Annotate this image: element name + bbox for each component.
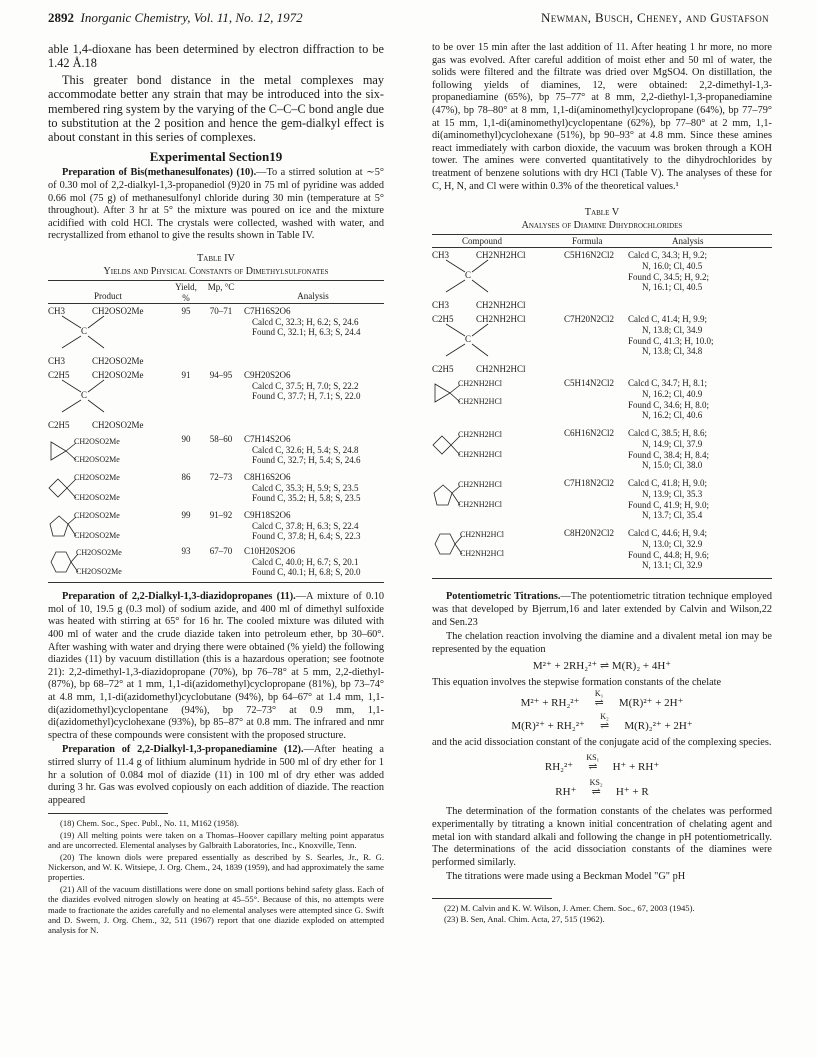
- table-row-continuation: [432, 300, 772, 312]
- formula-value: C5H14N2Cl2: [564, 378, 615, 389]
- found: Found C, 40.1; H, 6.8; S, 20.0: [252, 567, 361, 578]
- eq-lhs: M²⁺ + RH₂²⁺: [520, 697, 580, 710]
- yield-value: 99: [181, 510, 191, 521]
- analysis-cell: [628, 428, 768, 470]
- col-analysis: Analysis: [297, 291, 329, 302]
- run-in-heading: Preparation of Bis(methanesulfonates) (10).: [62, 167, 257, 179]
- struct-label: CH2NH2HCl: [458, 379, 503, 389]
- run-in-heading: Preparation of 2,2-Dialkyl-1,3-diazidopropanes (11).: [62, 591, 296, 603]
- table-rule: [48, 582, 384, 583]
- calcd: Calcd C, 37.8; H, 6.3; S, 22.4: [252, 520, 359, 531]
- acid-dissociation-paragraph: and the acid dissociation constant of the conjugate acid of the complexing species.: [432, 736, 772, 748]
- found-cont: N, 16.1; Cl, 40.5: [642, 282, 703, 293]
- eq-rhs: H⁺ + RH⁺: [612, 761, 660, 774]
- table-4-label: Table IV: [196, 253, 235, 264]
- analysis-cell: [244, 370, 374, 402]
- page-number: 2892: [48, 10, 74, 25]
- table-header-row: [432, 235, 772, 247]
- struct-label: C: [81, 326, 88, 337]
- running-authors: Newman, Busch, Cheney, and Gustafson: [540, 10, 769, 25]
- intro-paragraph-1: able 1,4-dioxane has been determined by electron diffraction to be 1.42 Å.18: [48, 42, 384, 71]
- calcd-cont: N, 13.0; Cl, 32.9: [642, 538, 703, 549]
- mp-value: 91–92: [209, 510, 233, 521]
- yield-value: 93: [181, 546, 191, 557]
- calcd-cont: N, 16.2; Cl, 40.9: [642, 388, 703, 399]
- col-formula: Formula: [572, 236, 603, 247]
- table-5-caption: Analyses of Diamine Dihydrochlorides: [521, 219, 683, 231]
- eq-constant: K₂: [600, 712, 609, 722]
- table-row: [48, 470, 384, 508]
- struct-label: CH2OSO2Me: [92, 356, 144, 367]
- struct-label: CH2NH2HCl: [458, 480, 503, 490]
- found: Found C, 37.8; H, 6.4; S, 22.3: [252, 531, 361, 542]
- yield-value: 91: [181, 370, 191, 381]
- table-5-label: Table V: [584, 207, 620, 219]
- footnote-18: (18) Chem. Soc., Spec. Publ., No. 11, M162 (1958).: [60, 818, 239, 829]
- formula: C8H16S2O6: [244, 472, 291, 483]
- calcd: Calcd C, 41.4; H, 9.9;: [628, 314, 707, 325]
- calcd: Calcd C, 35.3; H, 5.9; S, 23.5: [252, 482, 359, 493]
- table-row-continuation: [48, 356, 384, 368]
- formula: C7H14S2O6: [244, 434, 291, 445]
- paragraph-body: —After heating a stirred slurry of 11.4 g of lithium aluminum hydride in 500 ml of dry ether for 1 hr a solution of 0.084 mol of diazide (11) in 100 ml of dry ether was added during 3 hr. Gas was evolved copiously on each addition of diazide. The reaction appeared: [48, 744, 384, 806]
- prep-diazidopropanes: [48, 591, 384, 742]
- mp-value: 58–60: [209, 434, 233, 445]
- calcd: Calcd C, 34.3; H, 9.2;: [628, 250, 707, 261]
- struct-label: CH2NH2HCl: [476, 364, 526, 375]
- col-compound: Compound: [462, 236, 503, 247]
- struct-label: CH2OSO2Me: [74, 531, 120, 541]
- equilibrium-arrow: K₁ ⇌: [582, 697, 616, 710]
- struct-label: CH3: [48, 356, 66, 367]
- table-header-row: [48, 281, 384, 303]
- struct-label: CH2OSO2Me: [76, 567, 122, 577]
- table-row: [48, 434, 384, 470]
- equilibrium-arrow: KS₁ ⇌: [576, 761, 610, 774]
- struct-label: CH2NH2HCl: [458, 500, 503, 510]
- yield-value: 95: [181, 306, 191, 317]
- calcd: Calcd C, 37.5; H, 7.0; S, 22.2: [252, 380, 359, 391]
- struct-label: CH3: [48, 306, 66, 317]
- footnote-23: (23) B. Sen, Anal. Chim. Acta, 27, 515 (1962).: [444, 914, 605, 925]
- equation-1: M²⁺ + 2RH₂²⁺ ⇌ M(R)₂ + 4H⁺: [532, 660, 672, 673]
- calcd: Calcd C, 34.7; H, 8.1;: [628, 378, 707, 389]
- prep-propanediamine: [48, 744, 384, 807]
- struct-label: CH3: [432, 250, 450, 261]
- bond-lines: [48, 304, 173, 356]
- equilibrium-arrow: KS₂ ⇌: [579, 786, 613, 799]
- calcd-cont: N, 13.9; Cl, 35.3: [642, 488, 703, 499]
- analysis-cell: [628, 528, 768, 570]
- table-row-continuation: [432, 364, 772, 378]
- found: Found C, 34.6; H, 8.0;: [628, 399, 710, 410]
- struct-label: CH2NH2HCl: [476, 300, 526, 311]
- table-row: [432, 312, 772, 364]
- table-rule: [432, 578, 772, 579]
- run-in-heading: Potentiometric Titrations.: [446, 591, 561, 603]
- yield-value: 86: [181, 472, 191, 483]
- eq-rhs: M(R)²⁺ + 2H⁺: [618, 697, 684, 710]
- formula-value: C8H20N2Cl2: [564, 528, 615, 539]
- analysis-cell: [244, 546, 374, 578]
- table-4: [48, 280, 384, 583]
- footnote-19: (19) All melting points were taken on a Thomas–Hoover capillary melting point apparatus and are uncorrected. Elemental analyses by Galbraith Laboratories, Inc., Knoxville, Tenn.: [48, 829, 384, 851]
- bond-lines: [48, 368, 173, 420]
- found: Found C, 41.3; H, 10.0;: [628, 335, 714, 346]
- analysis-cell: [628, 478, 768, 520]
- journal-name: Inorganic Chemistry, Vol. 11, No. 12, 1972: [80, 10, 303, 25]
- struct-label: C2H5: [432, 364, 454, 375]
- stepwise-paragraph: This equation involves the stepwise formation constants of the chelate: [432, 676, 722, 688]
- struct-label: CH2OSO2Me: [74, 437, 120, 447]
- calcd: Calcd C, 41.8; H, 9.0;: [628, 478, 707, 489]
- found-cont: N, 13.1; Cl, 32.9: [642, 560, 703, 571]
- struct-label: CH2OSO2Me: [74, 511, 120, 521]
- found: Found C, 38.4; H, 8.4;: [628, 449, 710, 460]
- mp-value: 72–73: [209, 472, 233, 483]
- paragraph-body: —The potentiometric titration technique employed was that developed by Bjerrum,16 and later extended by Calvin and Wilson,22 and Sen.23: [432, 591, 772, 628]
- eq-lhs: RH₂²⁺: [544, 761, 574, 774]
- struct-label: CH2NH2HCl: [476, 314, 526, 325]
- struct-label: CH2OSO2Me: [74, 455, 120, 465]
- determination-paragraph: The determination of the formation constants of the chelates was performed experimentally by titrating a known initial concentration of chelating agent and metal ion with standard alkali and following the change in pH potentiometrically. The determinations of the acid dissociation constants of the diamines were performed similarly.: [432, 806, 772, 868]
- eq-lhs: RH⁺: [555, 785, 577, 798]
- table-row: [48, 508, 384, 546]
- table-row: [48, 304, 384, 356]
- found: Found C, 41.9; H, 9.0;: [628, 499, 710, 510]
- struct-label: C: [465, 334, 472, 345]
- formula: C7H16S2O6: [244, 306, 291, 317]
- right-column: [432, 42, 772, 926]
- analysis-cell: [628, 250, 768, 292]
- analysis-cell: [244, 472, 374, 504]
- struct-label: CH2OSO2Me: [74, 473, 120, 483]
- eq-constant: K₁: [594, 689, 604, 699]
- found: Found C, 34.5; H, 9.2;: [628, 271, 710, 282]
- formula: C10H20S2O6: [244, 546, 296, 557]
- prep-bismethanesulfonates: [48, 167, 384, 243]
- found: Found C, 37.7; H, 7.1; S, 22.0: [252, 391, 361, 402]
- calcd: Calcd C, 44.6; H, 9.4;: [628, 528, 707, 539]
- eq-lhs: M(R)²⁺ + RH₂²⁺: [511, 720, 585, 733]
- formula: C9H20S2O6: [244, 370, 291, 381]
- equation-4: [432, 753, 772, 774]
- paragraph-diamine-yields: to be over 15 min after the last addition of 11. After heating 1 hr more, no more gas was evolved. After careful addition of moist ether and 50 ml of water, the solids were filtered and the filtrate was dried over MgSO4. On distillation, the following yields of diamines, 12, were obtained: 2,2-dimethyl-1,3-propanediamine (65%), bp 75–77° at 8 mm, 2,2-diethyl-1,3-propanediamine (47%), bp 78–80° at 8 mm, 1,1-di(aminomethyl)cyclopropane (64%), bp 77–79° at 15 mm, 1,1-di(aminomethyl)cyclopentane (62%), bp 77–80° at 2 mm, 1,1-di(aminomethyl)cyclohexane (51%), bp 90–93° at 4.8 mm. Since these amines react immediately with carbon dioxide, the vacuum was broken through a KOH tower. The amines were converted quantitatively to the dihydrochlorides by treatment of benzene solutions with dry HCl (Table V). The analyses of these for C, H, N, and Cl were within 0.3% of the theoretical values.¹: [432, 42, 772, 192]
- col-analysis: Analysis: [672, 236, 704, 247]
- table-row: [432, 478, 772, 528]
- table-row: [432, 528, 772, 578]
- table-5: [432, 234, 772, 579]
- footnote-20: (20) The known diols were prepared essentially as described by S. Searles, Jr., R. G. Nickerson, and W. K. Witsiepe, J. Org. Chem., 24, 1839 (1959), and had approximately the same properties.: [48, 851, 384, 883]
- equation-2: [432, 689, 772, 710]
- mp-value: 67–70: [209, 546, 233, 557]
- table-row: [432, 248, 772, 300]
- mp-value: 70–71: [209, 306, 233, 317]
- struct-label: CH2OSO2Me: [74, 493, 120, 503]
- analysis-cell: [244, 306, 374, 338]
- formula: C9H18S2O6: [244, 510, 291, 521]
- struct-label: CH2OSO2Me: [76, 548, 122, 558]
- struct-label: C: [465, 270, 472, 281]
- struct-label: C2H5: [48, 370, 70, 381]
- struct-label: C2H5: [432, 314, 454, 325]
- page-header: [48, 10, 769, 30]
- struct-label: CH2OSO2Me: [92, 306, 144, 317]
- found: Found C, 44.8; H, 9.6;: [628, 549, 710, 560]
- calcd: Calcd C, 32.6; H, 5.4; S, 24.8: [252, 444, 359, 455]
- struct-label: CH2NH2HCl: [458, 450, 503, 460]
- found: Found C, 32.7; H, 5.4; S, 24.6: [252, 455, 361, 466]
- equation-5: [432, 777, 772, 799]
- footnote-22: (22) M. Calvin and K. W. Wilson, J. Amer. Chem. Soc., 67, 2003 (1945).: [444, 903, 695, 913]
- eq-constant: KS₁: [586, 753, 600, 763]
- col-yield: Yield, %: [175, 282, 197, 303]
- table-row: [48, 368, 384, 420]
- intro-paragraph-2: This greater bond distance in the metal complexes may accommodate better any strain that may be introduced into the six-membered ring system by the varying of the C–C–C bond angle due to substitution at the 2 position and hence the gem-dialkyl effect is about constant in this series of complexes.: [48, 72, 384, 145]
- section-title: Experimental Section19: [149, 148, 283, 164]
- table-row: [432, 428, 772, 478]
- struct-label: CH2NH2HCl: [476, 250, 526, 261]
- calcd-cont: N, 16.0; Cl, 40.5: [642, 260, 703, 271]
- found: Found C, 35.2; H, 5.8; S, 23.5: [252, 493, 361, 504]
- equilibrium-arrow: K₂ ⇌: [588, 720, 622, 733]
- col-product: Product: [94, 291, 122, 302]
- calcd-cont: N, 13.8; Cl, 34.9: [642, 324, 703, 335]
- yield-value: 90: [181, 434, 191, 445]
- found: Found C, 32.1; H, 6.3; S, 24.4: [252, 327, 361, 338]
- col-mp: Mp, °C: [207, 282, 235, 293]
- found-cont: N, 16.2; Cl, 40.6: [642, 410, 703, 421]
- table-row: [48, 546, 384, 582]
- eq-rhs: H⁺ + R: [615, 785, 649, 798]
- struct-label: C2H5: [48, 420, 70, 431]
- paragraph-body: —To a stirred solution at ∼5° of 0.30 mol of 2,2-dialkyl-1,3-propanediol (9)20 in 75 ml of pyridine was added 0.66 mol (75 g) of methanesulfonyl chloride during 30 min (temperature at 5° throughout). After 3 hr at 5° the mixture was poured on ice and the mixture acidified with cold HCl. The crystals were collected, washed with water, and recrystallized from ethanol to give the results shown in Table IV.: [48, 167, 384, 242]
- calcd: Calcd C, 32.3; H, 6.2; S, 24.6: [252, 316, 359, 327]
- equation-3: [432, 712, 772, 733]
- page-number-and-journal: [48, 10, 303, 26]
- footnote-rule: [48, 813, 168, 814]
- table-row-continuation: [48, 420, 384, 434]
- eq-rhs: M(R)₂²⁺ + 2H⁺: [624, 720, 693, 733]
- found-cont: N, 13.7; Cl, 35.4: [642, 510, 703, 521]
- struct-label: CH2NH2HCl: [458, 397, 503, 407]
- struct-label: CH2OSO2Me: [92, 370, 144, 381]
- analysis-cell: [628, 314, 768, 356]
- calcd-cont: N, 14.9; Cl, 37.9: [642, 438, 703, 449]
- bond-lines: [432, 248, 562, 300]
- struct-label: CH3: [432, 300, 450, 311]
- left-column: [48, 42, 384, 937]
- chelation-paragraph: The chelation reaction involving the diamine and a divalent metal ion may be represented by the equation: [432, 631, 772, 655]
- mp-value: 94–95: [209, 370, 233, 381]
- titration-paragraph: The titrations were made using a Beckman Model "G" pH: [446, 871, 686, 883]
- table-row: [432, 378, 772, 428]
- found-cont: N, 13.8; Cl, 34.8: [642, 346, 703, 357]
- formula-value: C5H16N2Cl2: [564, 250, 615, 261]
- eq-constant: KS₂: [589, 777, 603, 787]
- formula-value: C6H16N2Cl2: [564, 428, 615, 439]
- formula-value: C7H20N2Cl2: [564, 314, 615, 325]
- analysis-cell: [244, 434, 374, 466]
- formula-value: C7H18N2Cl2: [564, 478, 615, 489]
- footnote-21: (21) All of the vacuum distillations were done on small portions behind safety glass. Each of the diazides evolved nitrogen slowly on heating at 45–55°. Because of this, no attempts were made to fractionate the azides carefully and no elemental analyses were attempted since G. Swift and D. Swern, J. Org. Chem., 32, 511 (1967) report that one diazide exploded on attempted analysis for N.: [48, 883, 384, 936]
- struct-label: CH2OSO2Me: [92, 420, 144, 431]
- struct-label: CH2NH2HCl: [460, 549, 505, 559]
- table-4-caption: Yields and Physical Constants of Dimethylsulfonates: [103, 265, 329, 277]
- calcd: Calcd C, 40.0; H, 6.7; S, 20.1: [252, 556, 359, 567]
- struct-label: CH2NH2HCl: [460, 530, 505, 540]
- struct-label: CH2NH2HCl: [458, 430, 503, 440]
- potentiometric-paragraph: [432, 591, 772, 629]
- run-in-heading: Preparation of 2,2-Dialkyl-1,3-propanediamine (12).: [62, 744, 304, 756]
- found-cont: N, 15.0; Cl, 38.0: [642, 460, 703, 471]
- footnote-rule: [432, 898, 552, 899]
- analysis-cell: [628, 378, 768, 420]
- calcd: Calcd C, 38.5; H, 8.6;: [628, 428, 707, 439]
- paragraph-body: —A mixture of 0.10 mol of 10, 19.5 g (0.3 mol) of sodium azide, and 400 ml of dimethyl sulfoxide was heated with stirring at 65° for 16 hr. The cooled mixture was diluted with 400 ml of water and the crude diazide taken into petroleum ether, bp 30–60°. After washing with water and drying there were obtained (% yield) the following diazides (11) by vacuum distillation (this is a hazardous operation; see footnote 21): 2,2-dimethyl-1,3-diazidopropane (70%), bp 76–78° at 5 mm, 2,2-diethyl- (87%), bp 68–72° at 1 mm, 1,1-di(azidomethyl)cyclopropane (81%), bp 73–74° at 4.8 mm, 1,1-di(azidomethyl)cyclobutane (94%), bp 64–67° at 1.4 mm, 1,1-di(azidomethyl)cyclopentane (94%), bp 72–73° at 0.9 mm, 1,1-di(azidomethyl)cyclohexane (93%), bp 85–87° at 0.8 mm. The infrared and nmr spectra of these compounds were consistent with the proposed structure.: [48, 591, 384, 741]
- bond-lines: [432, 312, 562, 364]
- struct-label: C: [81, 390, 88, 401]
- analysis-cell: [244, 510, 374, 542]
